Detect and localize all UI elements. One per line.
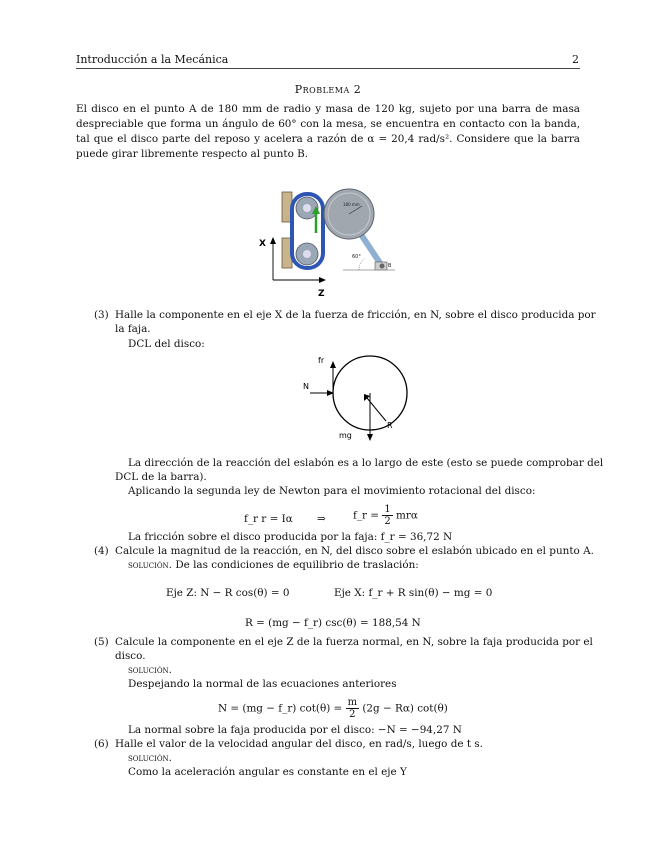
page-number: 2 xyxy=(572,53,579,66)
q3-eq-rhs-lhs: f_r = xyxy=(353,509,380,522)
header-divider xyxy=(76,68,580,69)
axis-x-label: X xyxy=(259,239,266,249)
q5-despejando: Despejando la normal de las ecuaciones anteriores xyxy=(128,678,397,690)
q5-eq-fraction: $\frac{m}{2}$ xyxy=(347,697,358,720)
friction-arrow xyxy=(330,361,336,368)
q5-solution: solución. xyxy=(128,664,172,676)
running-header-title: Introducción a la Mecánica xyxy=(76,53,229,66)
q4-equation-x: Eje X: f_r + R sin(θ) − mg = 0 xyxy=(334,587,493,599)
axis-z-label: Z xyxy=(318,289,325,299)
q4-equation-z: Eje Z: N − R cos(θ) = 0 xyxy=(166,587,290,599)
q6-line: Como la aceleración angular es constante en el eje Y xyxy=(128,766,407,778)
dcl-label: DCL del disco: xyxy=(128,338,205,350)
q3-equation-left: f_r r = Iα xyxy=(244,513,293,525)
q3-explain-line1: La dirección de la reacción del eslabón es a lo largo de este (esto se puede comprobar del xyxy=(128,457,604,469)
q5-eq-rhs: (2g − Rα) cot(θ) xyxy=(362,702,448,715)
q3-equation-right xyxy=(353,504,418,527)
q3-explain-line2: DCL de la barra). xyxy=(115,471,207,483)
q3-equation-arrow: ⇒ xyxy=(317,513,326,525)
problem-title: Problema 2 xyxy=(294,83,362,96)
mechanism-figure xyxy=(255,188,405,300)
fbd-weight-label: mg xyxy=(339,431,352,440)
q5-text-line1: Calcule la componente en el eje Z de la fuerza normal, en N, sobre la faja producida por el xyxy=(115,636,593,648)
q4-solution: solución. De las condiciones de equilibrio de traslación: xyxy=(128,559,419,571)
q3-number: (3) xyxy=(94,309,109,321)
q3-newton-intro: Aplicando la segunda ley de Newton para el movimiento rotacional del disco: xyxy=(128,485,536,497)
problem-statement: El disco en el punto A de 180 mm de radio y masa de 120 kg, sujeto por una barra de masa despreciable que forma un ángulo de 60° con la mesa, se encuentra en contacto con la banda, tal que el disco parte del reposo y acelera a razón de α = 20,4 rad/s². Considere que la barra puede girar libremente respecto al punto B. xyxy=(76,103,580,160)
q3-result: La fricción sobre el disco producida por la faja: f_r = 36,72 N xyxy=(128,531,453,543)
q5-text-line2: disco. xyxy=(115,650,146,662)
q5-result: La normal sobre la faja producida por el disco: −N = −94,27 N xyxy=(128,724,462,736)
fbd-friction-label: fr xyxy=(318,356,325,365)
q4-text: Calcule la magnitud de la reacción, en N, del disco sobre el eslabón ubicado en el punto A. xyxy=(115,545,594,557)
q5-eq-lhs: N = (mg − f_r) cot(θ) = xyxy=(218,702,343,715)
angle-label: 60° xyxy=(352,254,361,260)
q4-number: (4) xyxy=(94,545,109,557)
q3-text-line2: la faja. xyxy=(115,323,151,335)
q6-text: Halle el valor de la velocidad angular del disco, en rad/s, luego de t s. xyxy=(115,738,483,750)
q5-number: (5) xyxy=(94,636,109,648)
radius-label: 180 mm xyxy=(343,202,360,207)
q3-eq-rhs-rhs: mrα xyxy=(396,509,418,522)
point-b-label: B xyxy=(388,263,392,269)
q4-equation-r: R = (mg − f_r) csc(θ) = 188,54 N xyxy=(245,617,421,629)
q3-text-line1: Halle la componente en el eje X de la fuerza de fricción, en N, sobre el disco producida por xyxy=(115,309,596,321)
q6-solution: solución. xyxy=(128,752,172,764)
q3-eq-fraction: $\frac{1}{2}$ xyxy=(384,504,391,527)
free-body-diagram xyxy=(300,352,410,444)
weight-arrow xyxy=(367,434,373,441)
fbd-reaction-label: R xyxy=(387,421,393,430)
q5-equation xyxy=(218,697,448,720)
q6-number: (6) xyxy=(94,738,109,750)
fbd-normal-label: N xyxy=(303,382,309,391)
